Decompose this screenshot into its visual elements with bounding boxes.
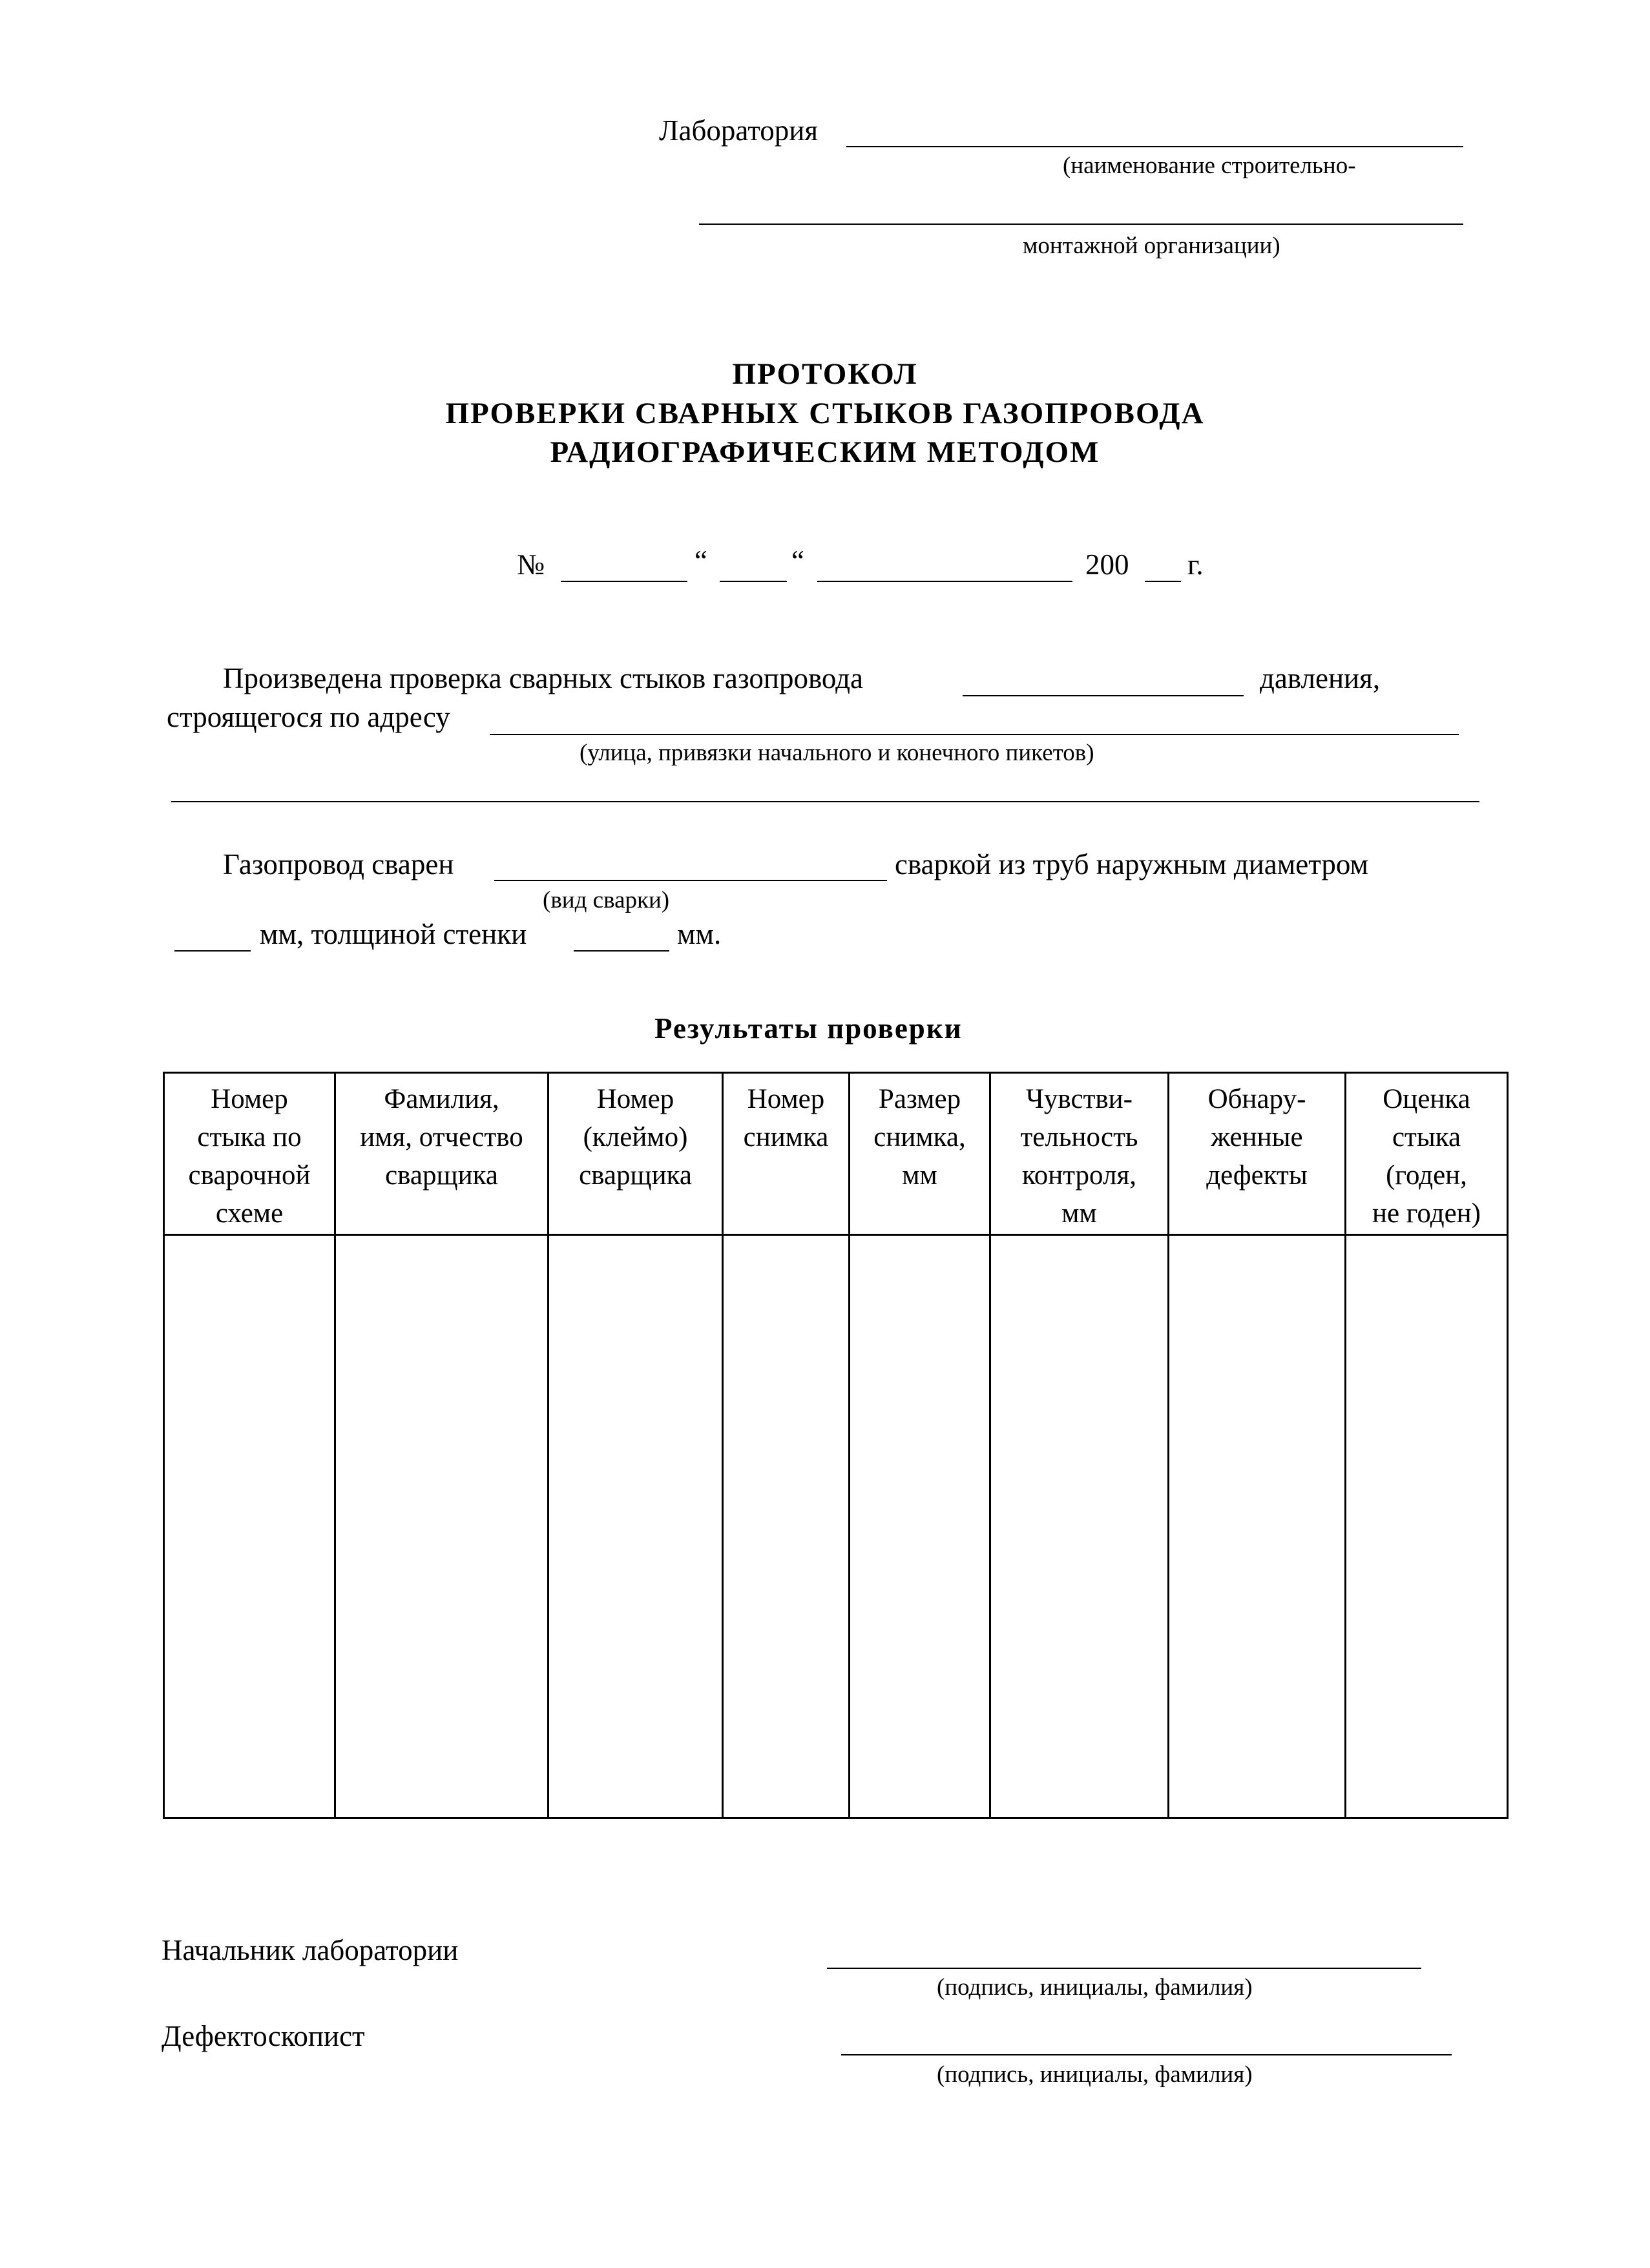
table-cell[interactable] (723, 1235, 850, 1818)
welding-text-end: сваркой из труб наружным диаметром (895, 848, 1369, 880)
welding-type-caption: (вид сварки) (543, 887, 670, 913)
table-cell[interactable] (548, 1235, 723, 1818)
year-field[interactable] (1145, 581, 1181, 582)
table-cell[interactable] (850, 1235, 990, 1818)
results-table (163, 1072, 1509, 1819)
day-field[interactable] (720, 581, 787, 582)
table-header-row (164, 1073, 1508, 1235)
organization-caption-2: монтажной организации) (1023, 233, 1280, 259)
inspection-text-end: давления, (1260, 662, 1381, 694)
document-title: ПРОТОКОЛ (732, 357, 918, 391)
column-header-welder-stamp: Номер (клеймо) сварщика (548, 1073, 723, 1235)
year-prefix: 200 (1085, 548, 1129, 581)
table-row (164, 1235, 1508, 1818)
column-header-assessment: Оценка стыка (годен, не годен) (1346, 1073, 1508, 1235)
document-subtitle-2: РАДИОГРАФИЧЕСКИМ МЕТОДОМ (550, 435, 1100, 469)
column-header-welder-name: Фамилия, имя, отчество сварщика (335, 1073, 548, 1235)
inspector-caption: (подпись, инициалы, фамилия) (937, 2061, 1253, 2088)
document-subtitle-1: ПРОВЕРКИ СВАРНЫХ СТЫКОВ ГАЗОПРОВОДА (445, 397, 1205, 430)
column-header-joint-number: Номер стыка по сварочной схеме (164, 1073, 335, 1235)
month-field[interactable] (817, 581, 1072, 582)
table-cell[interactable] (1169, 1235, 1346, 1818)
year-suffix: г. (1187, 548, 1204, 581)
lab-head-label: Начальник лаборатории (162, 1934, 459, 1966)
welding-type-field[interactable] (494, 880, 887, 881)
wall-thickness-label: мм, толщиной стенки (260, 918, 527, 950)
inspector-signature-field[interactable] (841, 2054, 1452, 2055)
table-cell[interactable] (1346, 1235, 1508, 1818)
laboratory-name-field[interactable] (846, 146, 1463, 147)
column-header-image-size: Размер снимка, мм (850, 1073, 990, 1235)
address-continuation-field[interactable] (171, 801, 1479, 802)
lab-head-caption: (подпись, инициалы, фамилия) (937, 1974, 1253, 2001)
number-sign: № (517, 548, 545, 581)
table-cell[interactable] (335, 1235, 548, 1818)
results-heading: Результаты проверки (654, 1012, 963, 1045)
outer-diameter-field[interactable] (174, 950, 251, 952)
organization-caption-1: (наименование строительно- (1063, 152, 1356, 179)
table-cell[interactable] (990, 1235, 1169, 1818)
lab-head-signature-field[interactable] (827, 1968, 1421, 1969)
column-header-sensitivity: Чувстви- тельность контроля, мм (990, 1073, 1169, 1235)
wall-thickness-field[interactable] (574, 950, 669, 952)
welding-text-start: Газопровод сварен (223, 848, 454, 880)
address-label: строящегося по адресу (167, 701, 450, 733)
column-header-image-number: Номер снимка (723, 1073, 850, 1235)
inspector-label: Дефектоскопист (162, 2020, 365, 2052)
quote-close: “ (791, 545, 804, 577)
protocol-number-field[interactable] (561, 581, 687, 582)
inspection-text-start: Произведена проверка сварных стыков газопровода (223, 662, 863, 694)
organization-name-field[interactable] (699, 224, 1463, 225)
pressure-field[interactable] (963, 695, 1244, 696)
address-caption: (улица, привязки начального и конечного пикетов) (580, 740, 1094, 766)
quote-open: “ (694, 545, 707, 577)
table-cell[interactable] (164, 1235, 335, 1818)
wall-thickness-unit: мм. (677, 918, 722, 950)
address-field[interactable] (490, 734, 1459, 735)
laboratory-label: Лаборатория (659, 114, 819, 147)
column-header-defects: Обнару- женные дефекты (1169, 1073, 1346, 1235)
